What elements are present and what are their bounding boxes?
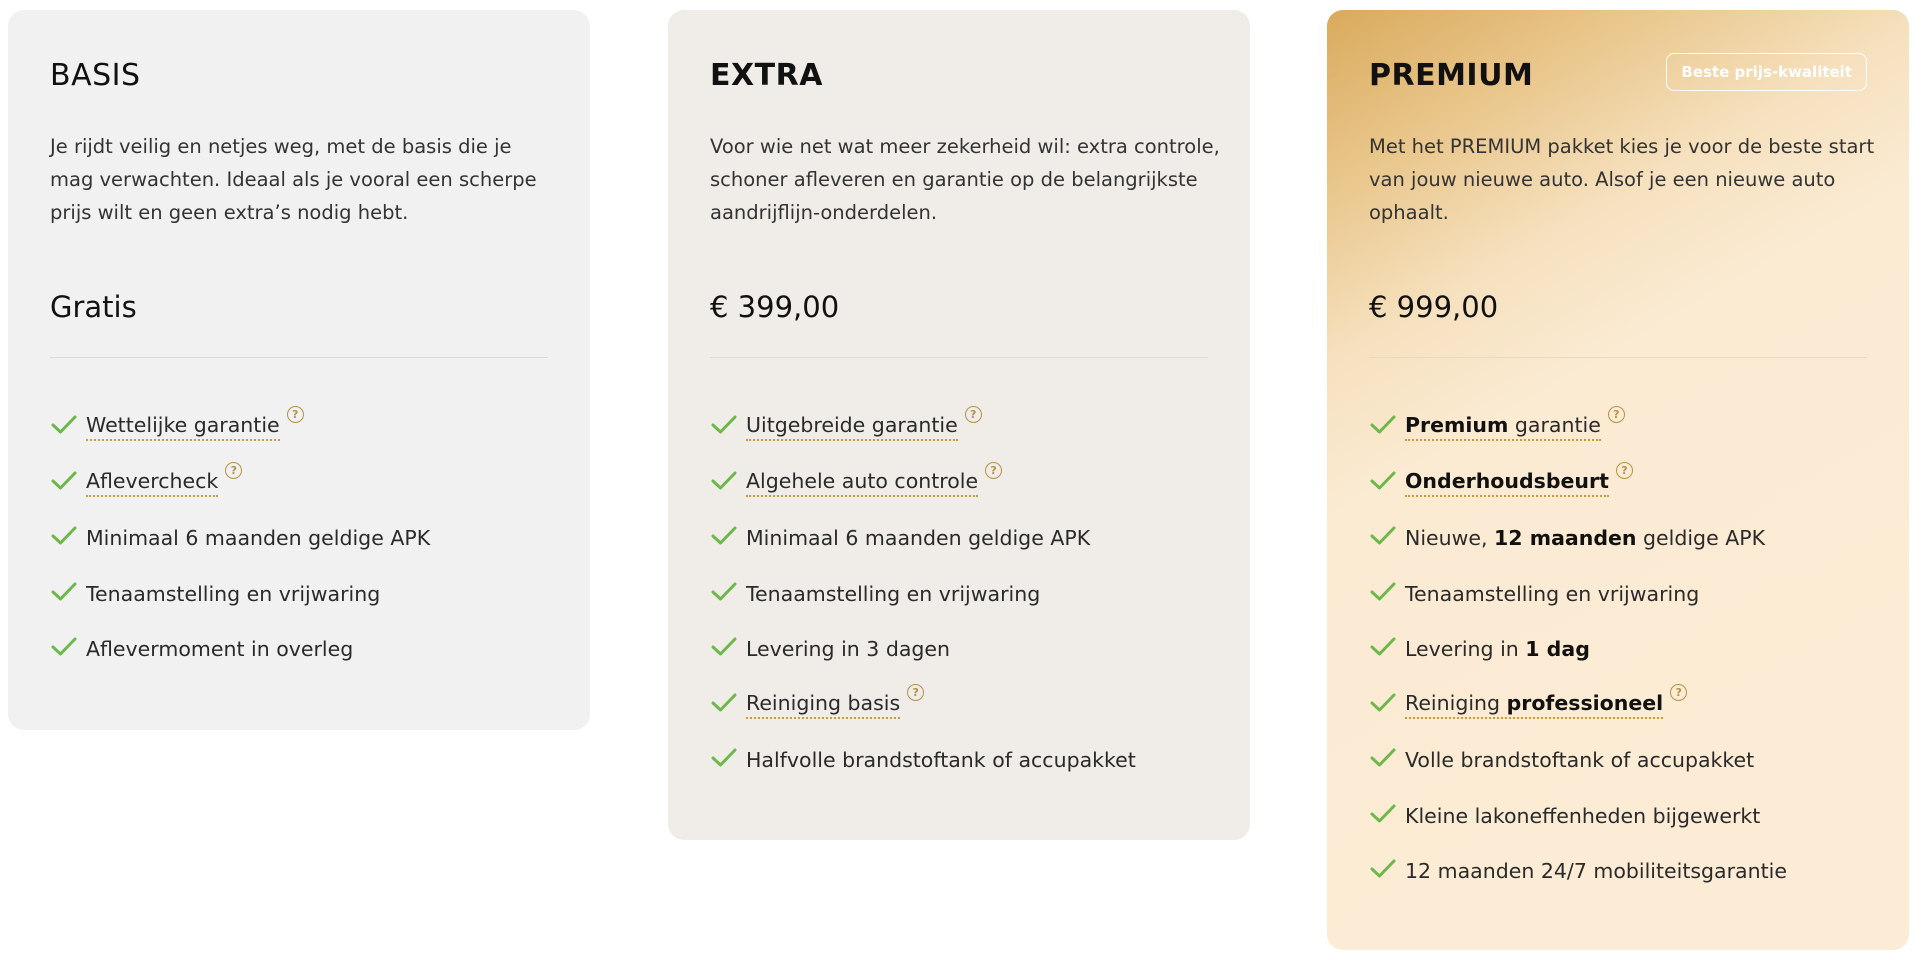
feature-item — [50, 408, 570, 468]
check-icon — [1369, 745, 1401, 775]
feature-tooltip-trigger[interactable] — [746, 690, 900, 719]
feature-item — [1369, 463, 1889, 524]
feature-label-text: geldige APK — [1636, 526, 1766, 550]
question-circle-icon[interactable]: ? — [1670, 684, 1687, 701]
plan-card-basis — [8, 10, 590, 730]
feature-item — [1369, 856, 1889, 912]
check-icon — [1369, 579, 1401, 609]
feature-item — [710, 523, 1230, 579]
feature-label-text: garantie — [1508, 413, 1601, 437]
best-value-badge: Beste prijs-kwaliteit — [1666, 53, 1867, 91]
feature-label — [746, 634, 950, 664]
feature-label-text: Halfvolle brandstoftank of accupakket — [746, 748, 1136, 772]
feature-item — [710, 634, 1230, 690]
check-icon — [710, 468, 742, 498]
feature-label-text: Algehele auto controle — [746, 468, 979, 493]
feature-tooltip-trigger[interactable] — [746, 468, 978, 497]
check-icon — [1369, 523, 1401, 553]
feature-label — [746, 745, 1136, 775]
plan-card-premium — [1327, 10, 1909, 950]
check-icon — [710, 634, 742, 664]
check-icon — [710, 412, 742, 442]
feature-label-text: Tenaamstelling en vrijwaring — [1405, 581, 1700, 606]
feature-label-text: Aflevercheck — [86, 468, 219, 493]
feature-label-prefix: Reiniging — [1405, 690, 1507, 715]
feature-label-emphasis: 1 dag — [1525, 637, 1590, 661]
feature-item — [710, 745, 1230, 801]
feature-label — [1405, 523, 1765, 553]
feature-item — [1369, 685, 1889, 746]
feature-label — [746, 523, 1090, 553]
feature-item — [1369, 523, 1889, 579]
feature-tooltip-trigger[interactable] — [1405, 690, 1663, 719]
feature-label-text: Levering in 3 dagen — [746, 637, 951, 661]
check-icon — [1369, 468, 1401, 498]
feature-label-text: Volle brandstoftank of accupakket — [1405, 748, 1755, 772]
feature-tooltip-trigger[interactable] — [1405, 412, 1601, 441]
plan-price: € 399,00 — [710, 290, 840, 324]
check-icon — [710, 690, 742, 720]
check-icon — [1369, 856, 1401, 886]
feature-item — [50, 523, 570, 579]
check-icon — [710, 523, 742, 553]
feature-label-text: Minimaal 6 maanden geldige APK — [86, 526, 431, 550]
feature-list — [710, 408, 1230, 801]
feature-label — [1405, 579, 1699, 609]
feature-label-text: Minimaal 6 maanden geldige APK — [746, 526, 1091, 550]
feature-item — [1369, 634, 1889, 690]
feature-item — [50, 463, 570, 524]
plan-title: EXTRA — [710, 58, 823, 93]
question-circle-icon[interactable]: ? — [907, 684, 924, 701]
feature-item — [710, 579, 1230, 635]
feature-label-text: 12 maanden 24/7 mobiliteitsgarantie — [1405, 859, 1787, 883]
feature-label — [86, 523, 430, 553]
feature-item — [710, 408, 1230, 468]
feature-label-text: Kleine lakoneffenheden bijgewerkt — [1405, 803, 1761, 828]
divider — [1369, 357, 1867, 358]
feature-label — [1405, 634, 1590, 664]
feature-label-text: Uitgebreide garantie — [746, 413, 958, 437]
question-circle-icon[interactable]: ? — [965, 406, 982, 423]
question-circle-icon[interactable]: ? — [225, 462, 242, 479]
feature-label — [746, 579, 1040, 609]
check-icon — [1369, 634, 1401, 664]
check-icon — [50, 579, 82, 609]
feature-tooltip-trigger[interactable] — [1405, 468, 1609, 497]
feature-label-emphasis: 12 maanden — [1494, 526, 1637, 550]
divider — [710, 357, 1208, 358]
feature-list — [1369, 408, 1889, 912]
divider — [50, 357, 548, 358]
check-icon — [50, 468, 82, 498]
feature-label — [1405, 856, 1787, 886]
feature-list — [50, 408, 570, 690]
check-icon — [1369, 412, 1401, 442]
feature-label-prefix: Levering in — [1405, 637, 1526, 661]
check-icon — [1369, 801, 1401, 831]
feature-label-text: Tenaamstelling en vrijwaring — [86, 581, 381, 606]
feature-item — [710, 463, 1230, 524]
question-circle-icon[interactable]: ? — [985, 462, 1002, 479]
feature-item — [1369, 801, 1889, 857]
feature-label-emphasis: Premium — [1405, 413, 1509, 437]
plan-price: € 999,00 — [1369, 290, 1499, 324]
plan-description: Voor wie net wat meer zekerheid wil: extra controle, schoner afleveren en garantie op de belangrijkste aandrijflijn-onderdelen. — [710, 135, 1220, 224]
plan-price: Gratis — [50, 290, 137, 324]
check-icon — [50, 412, 82, 442]
plan-description: Met het PREMIUM pakket kies je voor de beste start van jouw nieuwe auto. Alsof je een nieuwe auto ophaalt. — [1369, 135, 1875, 224]
question-circle-icon[interactable]: ? — [1616, 462, 1633, 479]
check-icon — [1369, 690, 1401, 720]
feature-label-emphasis: Onderhoudsbeurt — [1405, 468, 1609, 493]
feature-item — [710, 685, 1230, 746]
check-icon — [710, 579, 742, 609]
check-icon — [710, 745, 742, 775]
feature-tooltip-trigger[interactable] — [86, 412, 280, 441]
feature-item — [50, 634, 570, 690]
feature-item — [50, 579, 570, 635]
feature-item — [1369, 579, 1889, 635]
feature-tooltip-trigger[interactable] — [746, 412, 958, 441]
plan-card-extra — [668, 10, 1250, 840]
feature-item — [1369, 408, 1889, 468]
feature-label-emphasis: professioneel — [1506, 690, 1664, 715]
feature-label-text: Reiniging basis — [746, 690, 901, 715]
feature-label — [1405, 801, 1760, 831]
feature-label — [1405, 745, 1754, 775]
check-icon — [50, 523, 82, 553]
feature-label-text: Wettelijke garantie — [86, 413, 280, 437]
feature-label-text: Tenaamstelling en vrijwaring — [746, 581, 1041, 606]
feature-label-prefix: Nieuwe, — [1405, 526, 1495, 550]
feature-label — [86, 579, 380, 609]
question-circle-icon[interactable]: ? — [1608, 406, 1625, 423]
feature-label-text: Aflevermoment in overleg — [86, 637, 354, 661]
feature-tooltip-trigger[interactable] — [86, 468, 218, 497]
question-circle-icon[interactable]: ? — [287, 406, 304, 423]
plan-description: Je rijdt veilig en netjes weg, met de basis die je mag verwachten. Ideaal als je vooral een scherpe prijs wilt en geen extra’s nodig hebt. — [50, 135, 537, 224]
check-icon — [50, 634, 82, 664]
feature-label — [86, 634, 353, 664]
feature-item — [1369, 745, 1889, 801]
plan-title: PREMIUM — [1369, 58, 1534, 93]
plan-title: BASIS — [50, 58, 141, 93]
